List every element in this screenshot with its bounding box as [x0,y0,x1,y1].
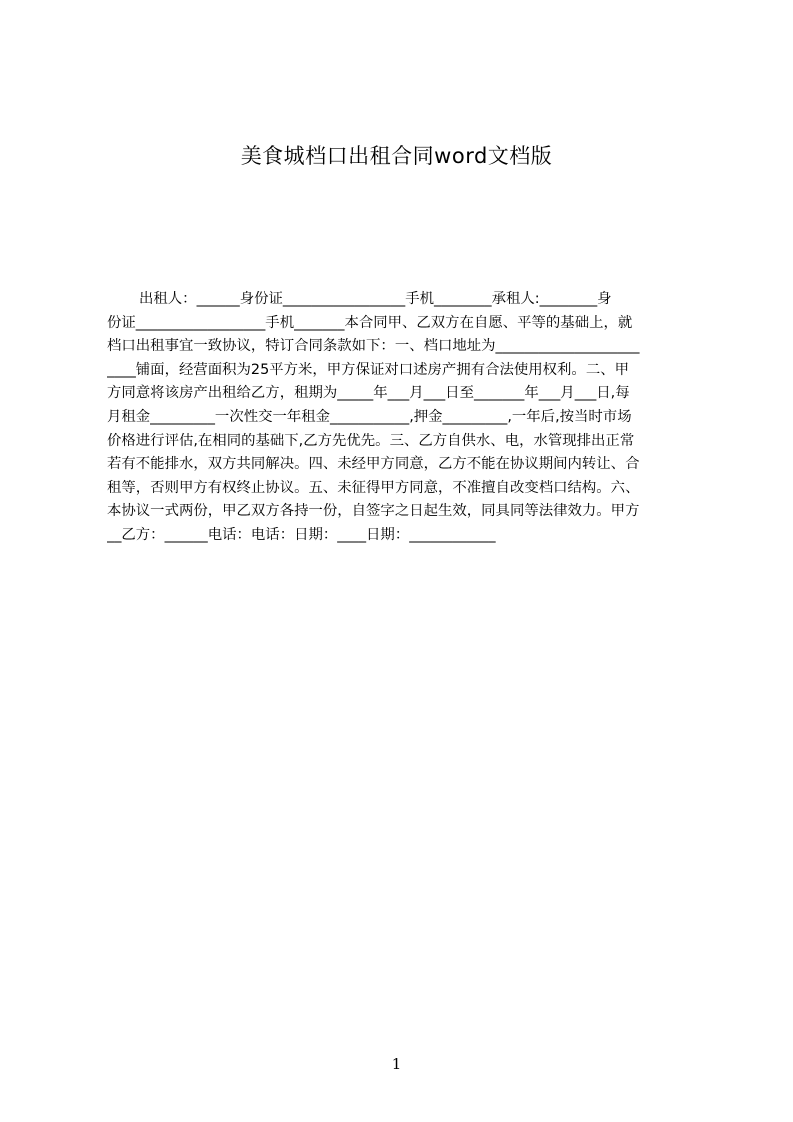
contract-line: 价格进行评估,在相同的基础下,乙方先优先。三、乙方自供水、电，水管现排出正常 [107,432,635,449]
contract-line: __乙方：______电话：电话：日期：____日期：____________ [107,526,496,543]
contract-line: 本协议一式两份，甲乙双方各持一份，自签字之日起生效，同具同等法律效力。甲方 [107,503,640,520]
contract-line: 档口出租事宜一致协议，特订合同条款如下：一、档口地址为____________________ [107,338,640,355]
contract-line: 方同意将该房产出租给乙方，租期为_____年___月___日至_______年___月___日,每 [107,385,630,402]
page-number: 1 [391,1055,402,1073]
contract-line: 月租金_________一次性交一年租金___________,押金_________,一年后,按当时市场 [107,408,632,425]
contract-line: 租等，否则甲方有权终止协议。五、未征得甲方同意，不准擅自改变档口结构。六、 [107,479,640,496]
contract-line: 出租人：______身份证_________________手机________承租人:________身 [139,291,612,307]
contract-line: 份证__________________手机_______本合同甲、乙双方在自愿、平等的基础上，就 [107,314,633,331]
contract-body [107,288,699,548]
contract-line: ____铺面，经营面积为25平方米，甲方保证对口述房产拥有合法使用权利。二、甲 [107,361,629,378]
contract-line: 若有不能排水，双方共同解决。四、未经甲方同意，乙方不能在协议期间内转让、合 [107,456,640,473]
document-title: 美食城档口出租合同word文档版 [240,144,553,168]
